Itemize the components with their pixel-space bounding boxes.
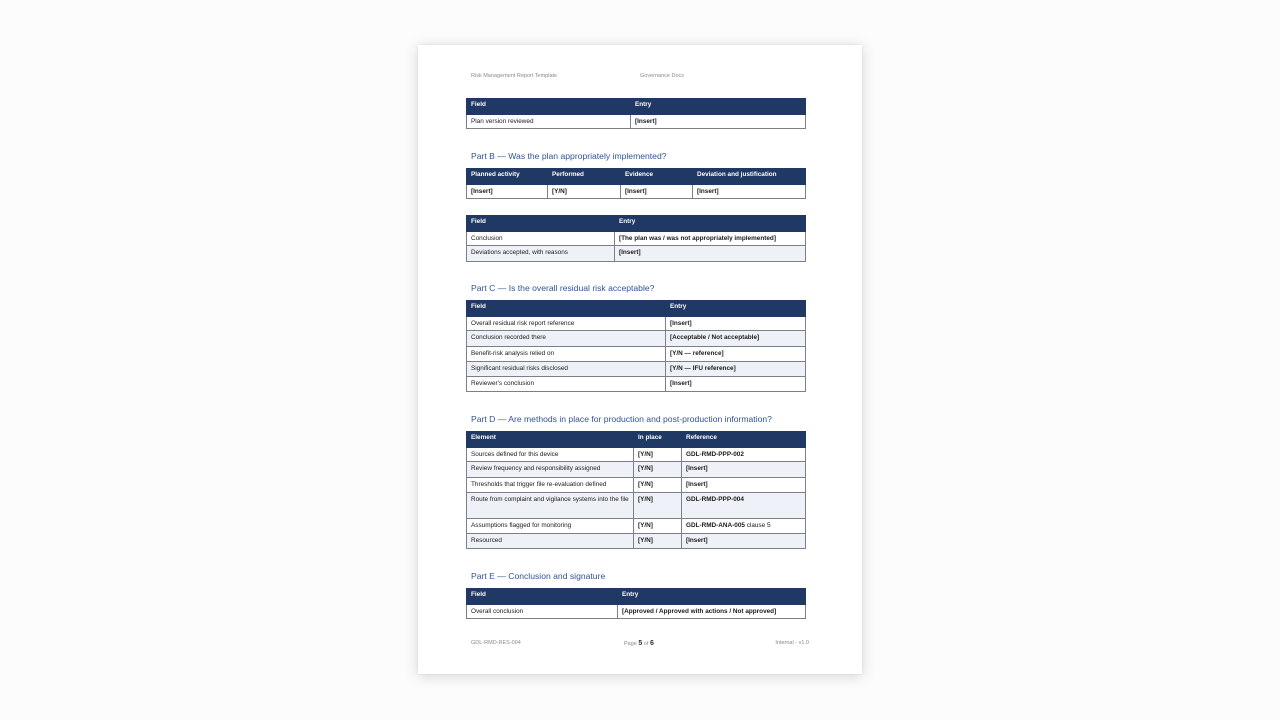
in-place-cell[interactable]: [Y/N] — [634, 518, 682, 533]
footer-doc-id: GDL-RMD-RES-004 — [471, 640, 521, 646]
column-header: Performed — [548, 169, 621, 184]
entry-cell[interactable]: [Insert] — [631, 114, 806, 129]
reference-cell[interactable] — [682, 462, 806, 477]
entry-cell[interactable]: [Insert] — [666, 377, 806, 392]
column-header: Field — [467, 216, 615, 231]
table-row — [467, 316, 806, 331]
in-place-cell[interactable]: [Y/N] — [634, 462, 682, 477]
column-header: Field — [467, 99, 631, 114]
table-row — [467, 114, 806, 129]
field-cell: Overall residual risk report reference — [467, 316, 666, 331]
reference-text: [Insert] — [686, 537, 708, 545]
part-b-conclusion-table — [466, 215, 806, 262]
column-header: Reference — [682, 432, 806, 447]
table-header-row — [467, 589, 806, 604]
table-row — [467, 447, 806, 462]
part-b-heading: Part B — Was the plan appropriately implemented? — [471, 151, 667, 161]
column-header: Deviation and justification — [693, 169, 806, 184]
field-cell: Conclusion — [467, 231, 615, 246]
footer-page-number — [624, 640, 654, 647]
field-cell: Overall conclusion — [467, 604, 618, 619]
part-b-activities-table — [466, 168, 806, 199]
reference-cell[interactable] — [682, 518, 806, 533]
header-category: Governance Docs — [640, 73, 685, 79]
table-row — [467, 462, 806, 477]
field-cell: Conclusion recorded there — [467, 331, 666, 346]
part-c-heading: Part C — Is the overall residual risk acceptable? — [471, 283, 655, 293]
document-page — [418, 45, 862, 674]
deviation-cell[interactable]: [Insert] — [693, 184, 806, 199]
column-header: Planned activity — [467, 169, 548, 184]
page-total: 6 — [649, 640, 654, 647]
entry-cell[interactable]: [The plan was / was not appropriately implemented] — [615, 231, 806, 246]
table-row — [467, 361, 806, 376]
column-header: Field — [467, 589, 618, 604]
reference-cell[interactable] — [682, 534, 806, 549]
page-of: of — [642, 641, 650, 647]
element-cell: Thresholds that trigger file re-evaluation defined — [467, 477, 634, 492]
reference-cell[interactable] — [682, 492, 806, 518]
entry-cell[interactable]: [Y/N — reference] — [666, 346, 806, 361]
column-header: Entry — [631, 99, 806, 114]
reference-cell[interactable] — [682, 477, 806, 492]
field-cell: Benefit-risk analysis relied on — [467, 346, 666, 361]
performed-cell[interactable]: [Y/N] — [548, 184, 621, 199]
column-header: Entry — [615, 216, 806, 231]
table-row — [467, 492, 806, 518]
table-header-row — [467, 301, 806, 316]
table-row — [467, 184, 806, 199]
part-d-table — [466, 431, 806, 549]
entry-cell[interactable]: [Insert] — [615, 246, 806, 261]
entry-cell[interactable]: [Y/N — IFU reference] — [666, 361, 806, 376]
in-place-cell[interactable]: [Y/N] — [634, 492, 682, 518]
reference-text: GDL-RMD-ANA-005 — [686, 521, 745, 529]
table-header-row — [467, 432, 806, 447]
reference-text: GDL-RMD-PPP-004 — [686, 495, 744, 503]
footer-classification: Internal - v1.0 — [775, 640, 809, 646]
activity-cell[interactable]: [Insert] — [467, 184, 548, 199]
field-cell: Plan version reviewed — [467, 114, 631, 129]
element-cell: Resourced — [467, 534, 634, 549]
field-cell: Deviations accepted, with reasons — [467, 246, 615, 261]
field-cell: Reviewer's conclusion — [467, 377, 666, 392]
page-prefix: Page — [624, 641, 639, 647]
in-place-cell[interactable]: [Y/N] — [634, 447, 682, 462]
table-row — [467, 231, 806, 246]
reference-suffix: clause 5 — [744, 521, 771, 529]
entry-cell[interactable]: [Approved / Approved with actions / Not approved] — [618, 604, 806, 619]
in-place-cell[interactable]: [Y/N] — [634, 477, 682, 492]
table-row — [467, 346, 806, 361]
table-row — [467, 377, 806, 392]
part-e-table — [466, 588, 806, 619]
header-doc-title: Risk Management Report Template — [471, 73, 558, 79]
reference-text: [Insert] — [686, 465, 708, 473]
page-current: 5 — [638, 640, 643, 647]
element-cell: Assumptions flagged for monitoring — [467, 518, 634, 533]
entry-cell[interactable]: [Insert] — [666, 316, 806, 331]
in-place-cell[interactable]: [Y/N] — [634, 534, 682, 549]
table-row — [467, 534, 806, 549]
table-header-row — [467, 216, 806, 231]
table-row — [467, 331, 806, 346]
table-row — [467, 246, 806, 261]
reference-text: GDL-RMD-PPP-002 — [686, 450, 744, 458]
part-d-heading: Part D — Are methods in place for production and post-production information? — [471, 414, 772, 424]
element-cell: Review frequency and responsibility assigned — [467, 462, 634, 477]
column-header: Entry — [618, 589, 806, 604]
part-e-heading: Part E — Conclusion and signature — [471, 571, 606, 581]
column-header: Entry — [666, 301, 806, 316]
column-header: Field — [467, 301, 666, 316]
plan-version-table — [466, 98, 806, 129]
reference-cell[interactable] — [682, 447, 806, 462]
reference-text: [Insert] — [686, 480, 708, 488]
evidence-cell[interactable]: [Insert] — [621, 184, 693, 199]
table-row — [467, 604, 806, 619]
part-c-table — [466, 300, 806, 392]
column-header: Element — [467, 432, 634, 447]
table-header-row — [467, 169, 806, 184]
element-cell: Sources defined for this device — [467, 447, 634, 462]
table-row — [467, 477, 806, 492]
column-header: Evidence — [621, 169, 693, 184]
element-cell: Route from complaint and vigilance systems into the file — [467, 492, 634, 518]
column-header: In place — [634, 432, 682, 447]
table-row — [467, 518, 806, 533]
entry-cell[interactable]: [Acceptable / Not acceptable] — [666, 331, 806, 346]
table-header-row — [467, 99, 806, 114]
field-cell: Significant residual risks disclosed — [467, 361, 666, 376]
